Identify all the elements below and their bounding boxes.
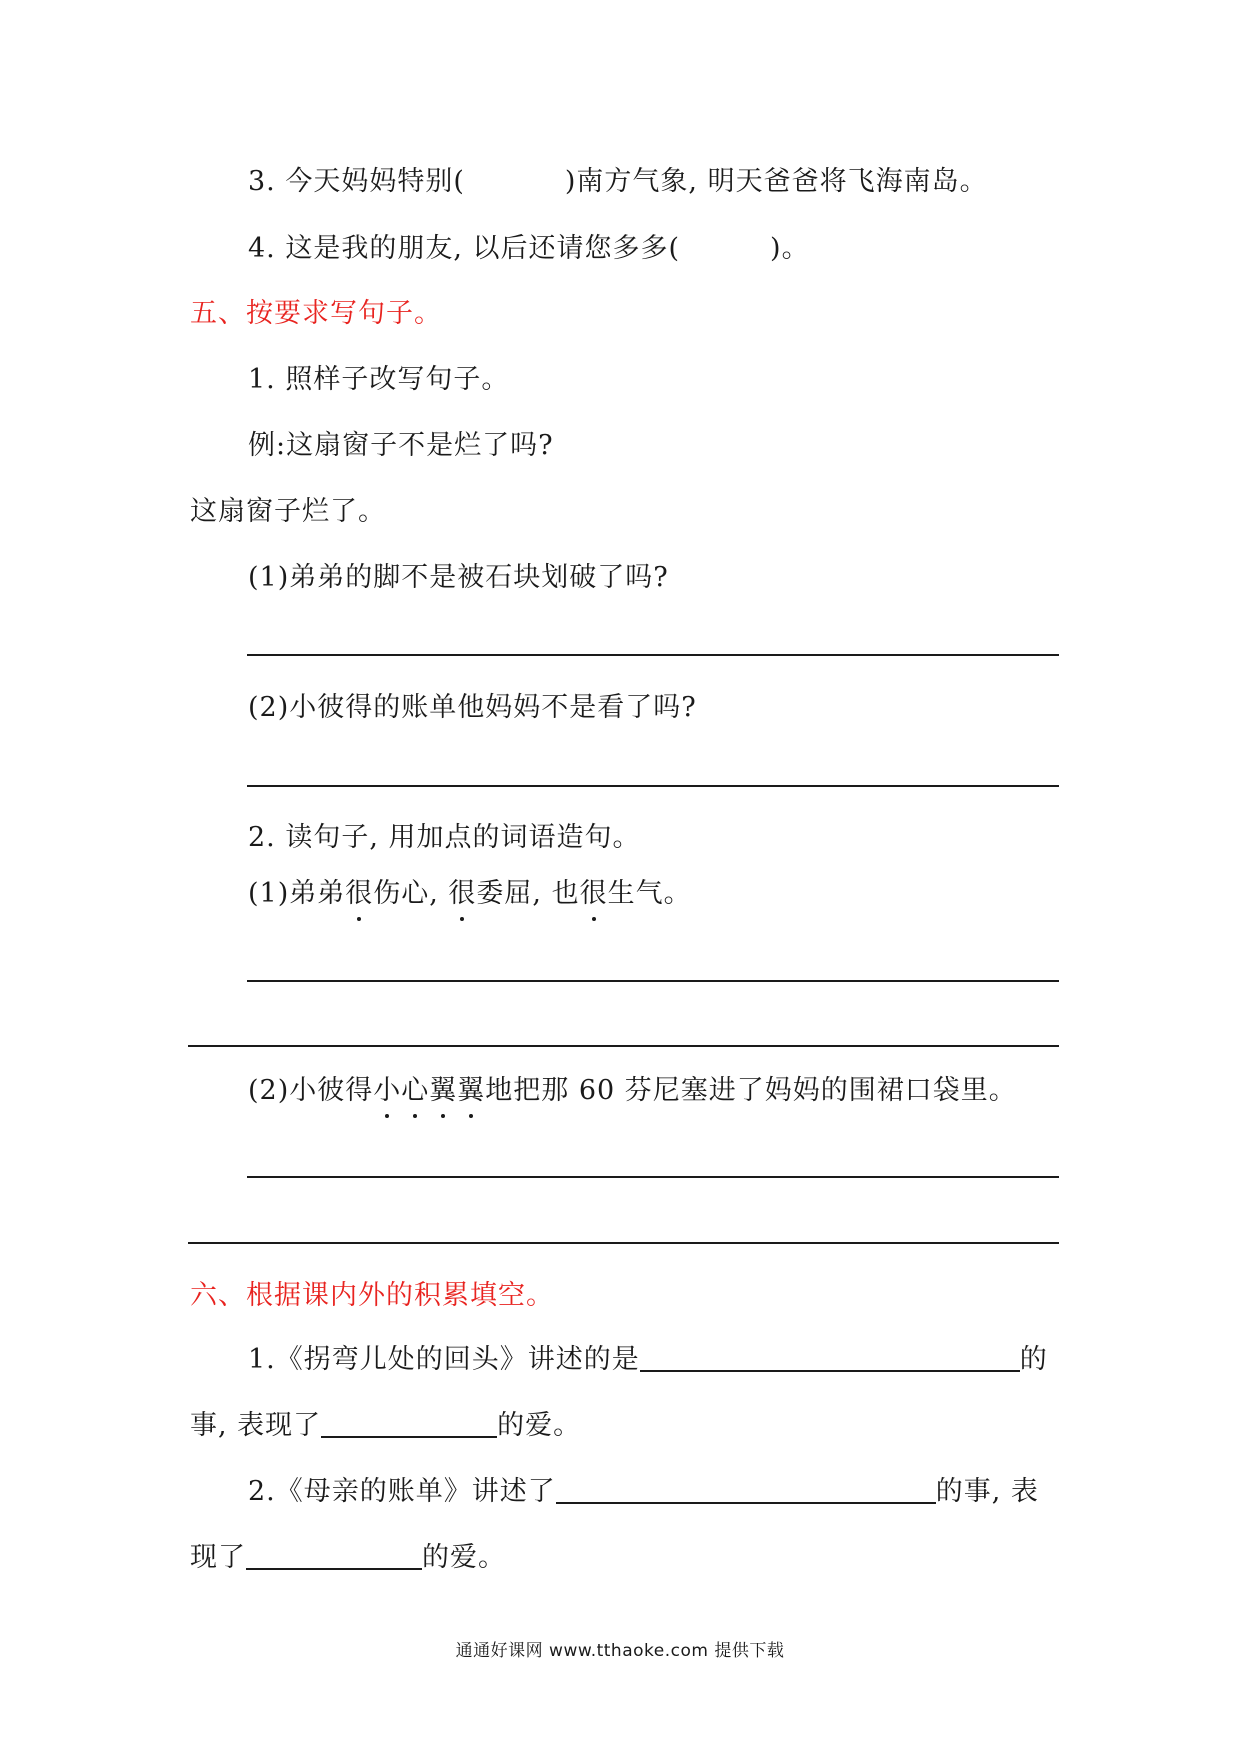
question-6-1-text-b: 的 [1019,1344,1048,1375]
question-6-2 [248,1474,1039,1510]
sentence-5-2-2-part: (2)小彼得 [248,1075,374,1106]
question-6-2-text-b: 的事, 表 [935,1476,1039,1507]
question-6-1-text-a: 1.《拐弯儿处的回头》讲述的是 [248,1344,640,1375]
answer-line-5-1-1[interactable] [247,654,1059,656]
sentence-5-2-2 [248,1073,1017,1109]
dotted-word: 翼 [457,1073,485,1109]
example-question: 例:这扇窗子不是烂了吗? [248,430,554,461]
question-6-1-text-c: 事, 表现了 [190,1410,322,1441]
answer-line-5-2-2-a[interactable] [247,1176,1059,1178]
dotted-word: 很 [448,876,476,912]
footer-watermark: 通通好课网 www.tthaoke.com 提供下载 [455,1641,785,1661]
answer-line-5-2-2-b[interactable] [188,1242,1059,1244]
sentence-5-2-1 [248,876,692,912]
question-6-2-cont [190,1540,506,1576]
sentence-5-2-1-part: 伤心, [373,878,449,909]
question-6-2-text-d: 的爱。 [422,1542,506,1573]
sentence-5-2-1-part: 委屈, 也 [476,878,580,909]
dotted-word: 翼 [429,1073,457,1109]
dotted-word: 很 [345,876,373,912]
answer-line-5-1-2[interactable] [247,785,1059,787]
question-6-1 [248,1342,1048,1378]
question-4-3 [248,164,988,200]
dotted-word: 很 [580,876,608,912]
dotted-word: 心 [401,1073,429,1109]
question-6-2-text-a: 2.《母亲的账单》讲述了 [248,1476,556,1507]
question-6-1-text-d: 的爱。 [497,1410,582,1441]
section-6-title: 六、根据课内外的积累填空。 [190,1280,554,1311]
question-6-1-cont [190,1408,581,1444]
question-4-4 [248,231,810,267]
question-4-3-text-b: )南方气象, 明天爸爸将飞海南岛。 [564,166,988,197]
sentence-5-1-2: (2)小彼得的账单他妈妈不是看了吗? [248,692,697,723]
answer-blank-6-1-a[interactable] [640,1344,1020,1372]
question-4-4-text-a: 4. 这是我的朋友, 以后还请您多多( [248,233,681,264]
answer-blank-6-1-b[interactable] [321,1410,497,1438]
sentence-5-2-1-part: (1)弟弟 [248,878,346,909]
question-6-2-text-c: 现了 [190,1542,246,1573]
question-4-4-text-b: )。 [770,233,810,264]
example-answer: 这扇窗子烂了。 [190,496,386,527]
answer-line-5-2-1-b[interactable] [188,1045,1059,1047]
sentence-5-2-2-part: 地把那 60 芬尼塞进了妈妈的围裙口袋里。 [485,1075,1017,1106]
dotted-word: 小 [373,1073,401,1109]
question-5-1-label: 1. 照样子改写句子。 [248,364,510,395]
question-5-2-label: 2. 读句子, 用加点的词语造句。 [248,822,641,853]
sentence-5-1-1: (1)弟弟的脚不是被石块划破了吗? [248,562,669,593]
section-5-title: 五、按要求写句子。 [190,298,442,329]
sentence-5-2-1-part: 生气。 [607,878,692,909]
answer-blank-6-2-b[interactable] [246,1542,422,1570]
question-4-3-text-a: 3. 今天妈妈特别( [248,166,465,197]
answer-blank-6-2-a[interactable] [556,1476,936,1504]
answer-line-5-2-1-a[interactable] [247,980,1059,982]
